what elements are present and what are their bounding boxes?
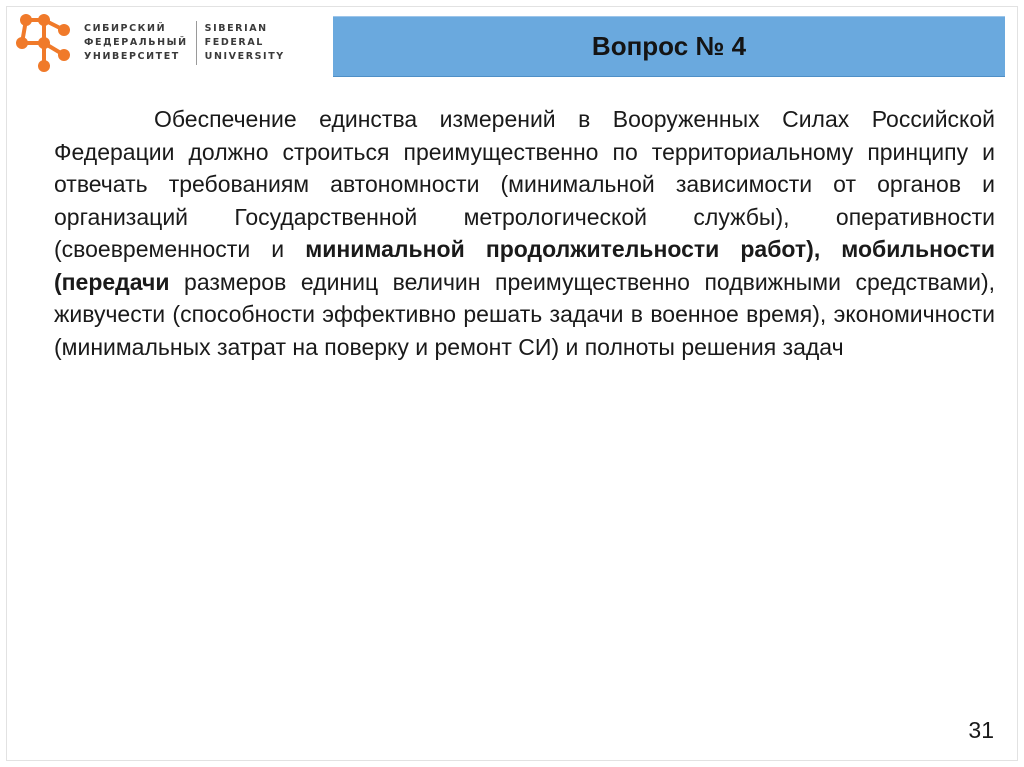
university-logo — [14, 10, 285, 76]
page-number: 31 — [968, 717, 994, 743]
logo-ru-line-1: СИБИРСКИЙ — [84, 23, 167, 34]
title-bar — [333, 16, 1005, 77]
logo-ru-line-2: ФЕДЕРАЛЬНЫЙ — [84, 37, 188, 48]
slide-body-text — [54, 103, 995, 363]
logo-en-line-2: FEDERAL — [204, 37, 264, 48]
slide-title: Вопрос № 4 — [591, 31, 747, 61]
logo-divider — [196, 21, 197, 65]
molecule-logo-icon — [14, 10, 76, 76]
logo-english-name — [205, 22, 285, 64]
body-text-bold-part: минимальной продолжительности работ), мобильности (передачи — [54, 236, 995, 295]
logo-en-line-1: SIBERIAN — [204, 23, 268, 34]
logo-en-line-3: UNIVERSITY — [204, 51, 285, 62]
logo-ru-line-3: УНИВЕРСИТЕТ — [84, 51, 180, 62]
logo-wordmark — [84, 21, 285, 65]
body-text-part-1: Обеспечение единства измерений в Вооруженных Силах Российской Федерации должно строиться преимущественно по территориальному принципу и отвечать требованиям автономности (минимальной зависимости от органов и организаций Государственной метрологической службы), оперативности (своевременности и — [54, 106, 995, 262]
logo-russian-name — [84, 22, 188, 64]
body-text-part-3: размеров единиц величин преимущественно подвижными средствами), живучести (способности эффективно решать задачи в военное время), экономичности (минимальных затрат на поверку и ремонт СИ) и полноты решения задач — [54, 268, 995, 360]
